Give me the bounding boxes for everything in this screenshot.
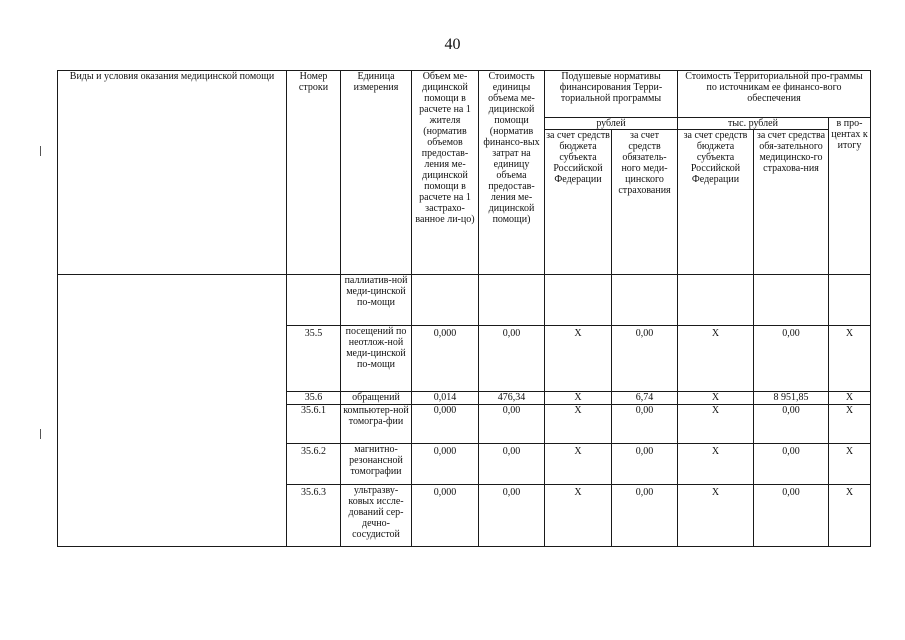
oms-thousand-cell: 0,00 [754, 485, 829, 547]
budget-thousand-cell: X [678, 485, 754, 547]
oms-rub-cell: 0,00 [612, 405, 678, 444]
percent-cell: X [829, 405, 871, 444]
header-program-cost: Стоимость Территориальной про-граммы по источникам ее финансо-вого обеспечения [678, 71, 871, 118]
header-row-number: Номер строки [287, 71, 341, 275]
budget-thousand-cell: X [678, 405, 754, 444]
header-cost-per-unit: Стоимость единицы объема ме-дицинской помощи (норматив финансо-вых затрат на единицу объема предостав-ления ме-дицинской помощи) [479, 71, 545, 275]
budget-thousand-cell: X [678, 392, 754, 405]
oms-thousand-cell: 0,00 [754, 326, 829, 392]
budget-rub-cell: X [545, 326, 612, 392]
cost-cell: 0,00 [479, 326, 545, 392]
volume-cell: 0,000 [412, 485, 479, 547]
cost-cell [479, 275, 545, 326]
percent-cell [829, 275, 871, 326]
unit-cell: обращений [341, 392, 412, 405]
cost-cell: 476,34 [479, 392, 545, 405]
header-types: Виды и условия оказания медицинской помощи [58, 71, 287, 275]
oms-thousand-cell: 0,00 [754, 444, 829, 485]
row-number-cell [287, 275, 341, 326]
header-percent: в про-центах к итогу [829, 118, 871, 275]
budget-thousand-cell [678, 275, 754, 326]
oms-rub-cell: 0,00 [612, 326, 678, 392]
budget-rub-cell: X [545, 405, 612, 444]
percent-cell: X [829, 392, 871, 405]
row-number-cell: 35.6 [287, 392, 341, 405]
unit-cell: посещений по неотлож-ной меди-цинской по-мощи [341, 326, 412, 392]
budget-thousand-cell: X [678, 444, 754, 485]
margin-mark [40, 146, 41, 156]
cost-cell: 0,00 [479, 444, 545, 485]
volume-cell: 0,014 [412, 392, 479, 405]
types-cell [58, 275, 287, 547]
unit-cell: компьютер-ной томогра-фии [341, 405, 412, 444]
oms-thousand-cell: 8 951,85 [754, 392, 829, 405]
budget-thousand-cell: X [678, 326, 754, 392]
header-unit: Единица измерения [341, 71, 412, 275]
header-row [58, 71, 871, 118]
row-number-cell: 35.5 [287, 326, 341, 392]
budget-rub-cell: X [545, 444, 612, 485]
volume-cell: 0,000 [412, 444, 479, 485]
header-thousand-rubles: тыс. рублей [678, 118, 829, 130]
percent-cell: X [829, 326, 871, 392]
percent-cell: X [829, 444, 871, 485]
unit-cell: паллиатив-ной меди-цинской по-мощи [341, 275, 412, 326]
header-oms-rub: за счет средств обязатель-ного меди-цинского страхования [612, 130, 678, 275]
row-number-cell: 35.6.1 [287, 405, 341, 444]
cost-cell: 0,00 [479, 405, 545, 444]
header-rubles: рублей [545, 118, 678, 130]
percent-cell: X [829, 485, 871, 547]
page-number: 40 [444, 36, 461, 53]
budget-rub-cell: X [545, 485, 612, 547]
oms-rub-cell [612, 275, 678, 326]
budget-rub-cell [545, 275, 612, 326]
row-number-cell: 35.6.3 [287, 485, 341, 547]
volume-cell: 0,000 [412, 405, 479, 444]
oms-rub-cell: 0,00 [612, 485, 678, 547]
header-volume: Объем ме-дицинской помощи в расчете на 1 жителя (норматив объемов предостав-ления ме-дицинской помощи в расчете на 1 застрахо-ванное ли-цо) [412, 71, 479, 275]
margin-mark [40, 429, 41, 439]
header-budget-thousand: за счет средств бюджета субъекта Российской Федерации [678, 130, 754, 275]
table-row [58, 275, 871, 326]
oms-thousand-cell: 0,00 [754, 405, 829, 444]
unit-cell: магнитно-резонансной томографии [341, 444, 412, 485]
volume-cell [412, 275, 479, 326]
cost-cell: 0,00 [479, 485, 545, 547]
cost-table [57, 70, 871, 547]
oms-rub-cell: 0,00 [612, 444, 678, 485]
volume-cell: 0,000 [412, 326, 479, 392]
header-budget-rub: за счет средств бюджета субъекта Российской Федерации [545, 130, 612, 275]
row-number-cell: 35.6.2 [287, 444, 341, 485]
oms-rub-cell: 6,74 [612, 392, 678, 405]
oms-thousand-cell [754, 275, 829, 326]
budget-rub-cell: X [545, 392, 612, 405]
unit-cell: ультразву-ковых иссле-дований сер-дечно-сосудистой [341, 485, 412, 547]
header-per-capita: Подушевые нормативы финансирования Терри-ториальной программы [545, 71, 678, 118]
header-oms-thousand: за счет средства обя-зательного медицинско-го страхова-ния [754, 130, 829, 275]
